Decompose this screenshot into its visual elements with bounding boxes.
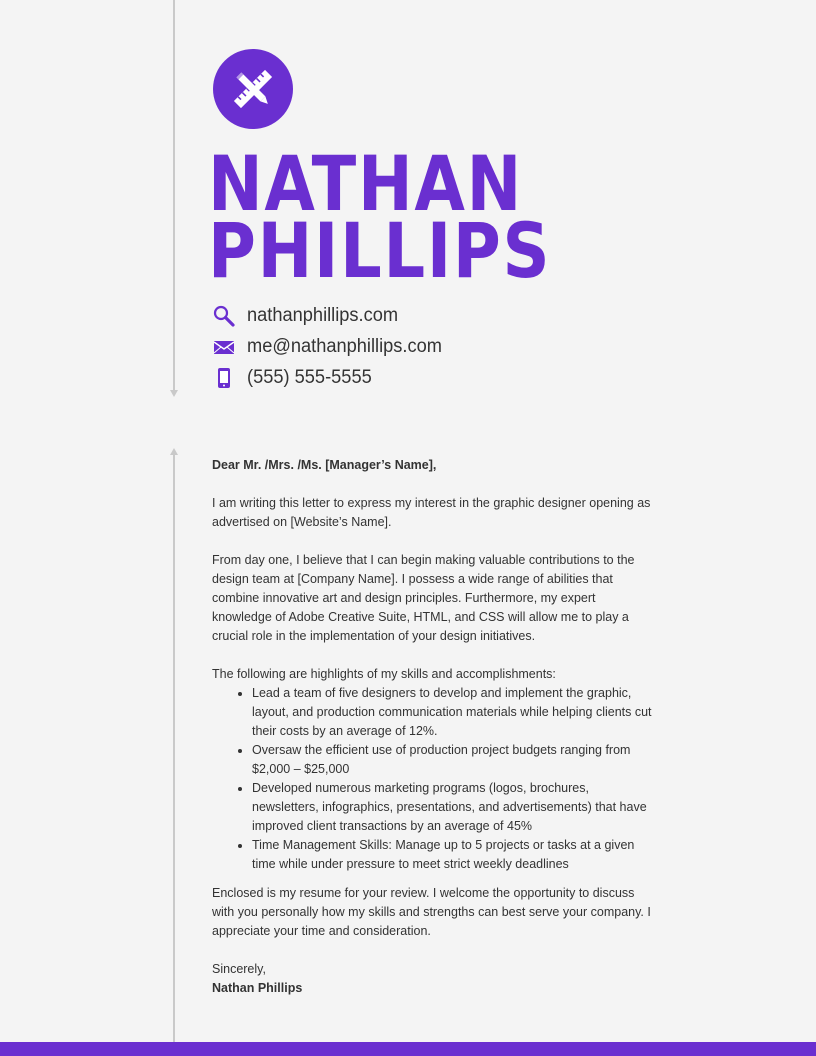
signoff: Sincerely, (212, 962, 266, 976)
name-last: PHILLIPS (208, 206, 552, 295)
list-item: • Oversaw the efficient use of production project budgets ranging from $2,000 – $25,000 (252, 741, 657, 779)
phone-text[interactable]: (555) 555-5555 (247, 366, 372, 388)
email-text[interactable]: me@nathanphillips.com (247, 335, 442, 357)
website-text[interactable]: nathanphillips.com (247, 304, 399, 326)
contact-website[interactable] (212, 300, 450, 331)
timeline-line-top (173, 0, 175, 392)
envelope-icon (212, 335, 236, 359)
pencil-ruler-icon (213, 49, 293, 129)
applicant-name (208, 139, 552, 295)
name-first: NATHAN (208, 139, 524, 228)
highlights-list (212, 684, 657, 874)
highlights-intro: The following are highlights of my skills and accomplishments: (212, 667, 556, 681)
timeline-line-bottom (173, 455, 175, 1056)
list-item: • Time Management Skills: Manage up to 5 projects or tasks at a given time while under pressure to meet strict weekly deadlines (252, 836, 657, 874)
footer-bar (0, 1042, 816, 1056)
search-icon (212, 304, 236, 328)
list-item: • Developed numerous marketing programs (logos, brochures, newsletters, infographics, presentations, and advertisements) that have improved client transactions by an average of 45% (252, 779, 657, 836)
contact-phone[interactable] (212, 362, 450, 393)
arrow-up-icon (170, 448, 178, 455)
paragraph-intro: I am writing this letter to express my interest in the graphic designer opening as advertised on [Website’s Name]. (212, 496, 651, 529)
arrow-down-icon (170, 390, 178, 397)
paragraph-closing: Enclosed is my resume for your review. I welcome the opportunity to discuss with you personally how my skills and strengths can best serve your company. I appreciate your time and consideration. (212, 886, 651, 938)
contact-list (212, 300, 450, 393)
salutation: Dear Mr. /Mrs. /Ms. [Manager’s Name], (212, 458, 437, 472)
phone-icon (212, 366, 236, 390)
contact-email[interactable] (212, 331, 450, 362)
list-item: • Lead a team of five designers to develop and implement the graphic, layout, and production communication materials while helping clients cut their costs by an average of 12%. (252, 684, 657, 741)
signature: Nathan Phillips (212, 981, 303, 995)
paragraph-contributions: From day one, I believe that I can begin making valuable contributions to the design team at [Company Name]. I possess a wide range of abilities that combine innovative art and design principles. Furthermore, my expert knowledge of Adobe Creative Suite, HTML, and CSS will allow me to play a crucial role in the implementation of your design initiatives. (212, 553, 635, 643)
cover-letter-body (212, 456, 657, 998)
